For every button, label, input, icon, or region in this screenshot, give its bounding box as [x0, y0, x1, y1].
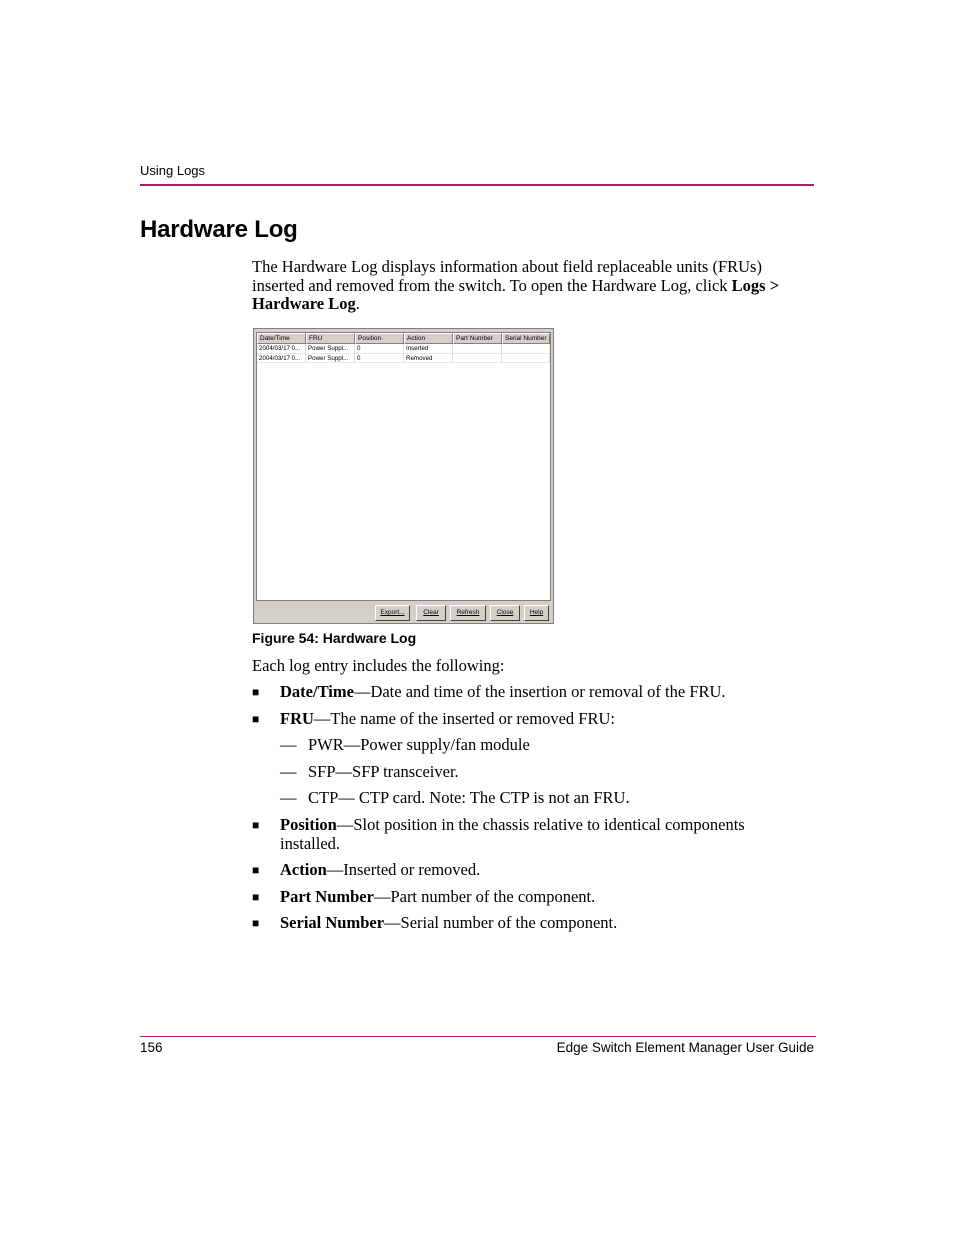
item-term: Action	[280, 860, 327, 879]
column-header-serial-number[interactable]: Serial Number	[502, 333, 550, 344]
cell-fru: Power Suppl...	[306, 354, 355, 364]
item-description: —Inserted or removed.	[326, 860, 481, 879]
dash-marker: —	[280, 762, 297, 781]
table-header-row	[257, 333, 550, 344]
entries-lead: Each log entry includes the following:	[252, 656, 505, 675]
bullet-icon: ■	[252, 863, 260, 877]
item-term: Serial Number	[280, 913, 385, 932]
bullet-icon: ■	[252, 890, 260, 904]
close-button[interactable]: Close	[490, 605, 520, 621]
column-header-part-number[interactable]: Part Number	[453, 333, 502, 344]
cell-serial-number	[502, 354, 550, 364]
cell-action: Removed	[404, 354, 453, 364]
cell-part-number	[453, 344, 502, 354]
bullet-icon: ■	[252, 916, 260, 930]
item-term: Date/Time	[280, 682, 354, 701]
item-description: —Serial number of the component.	[384, 913, 618, 932]
page-number: 156	[140, 1040, 163, 1055]
cell-part-number	[453, 354, 502, 364]
clear-button[interactable]: Clear	[416, 605, 446, 621]
sub-item-text: CTP— CTP card. Note: The CTP is not an FRU.	[308, 788, 630, 807]
column-header-fru[interactable]: FRU	[306, 333, 355, 344]
cell-fru: Power Suppl...	[306, 344, 355, 354]
running-header: Using Logs	[140, 163, 206, 178]
guide-title: Edge Switch Element Manager User Guide	[556, 1040, 814, 1055]
cell-position: 0	[355, 344, 404, 354]
refresh-button[interactable]: Refresh	[450, 605, 486, 621]
header-rule	[140, 184, 814, 186]
dash-marker: —	[280, 788, 297, 807]
item-term: Part Number	[280, 887, 374, 906]
section-title: Hardware Log	[140, 216, 298, 243]
sub-item-text: PWR—Power supply/fan module	[308, 735, 530, 754]
intro-end: .	[355, 294, 360, 313]
table-row[interactable]	[257, 354, 550, 364]
figure-caption: Figure 54: Hardware Log	[252, 630, 417, 646]
intro-paragraph	[252, 258, 812, 314]
cell-date-time: 2004/03/17 0...	[257, 344, 306, 354]
intro-text: The Hardware Log displays information about field replaceable units (FRUs) inserted and removed from the switch. To open the Hardware Log, click	[252, 257, 762, 295]
hardware-log-window	[253, 328, 554, 624]
item-description: —Part number of the component.	[373, 887, 596, 906]
dash-marker: —	[280, 735, 297, 754]
bullet-icon: ■	[252, 685, 260, 699]
button-bar	[254, 603, 553, 623]
item-description: —Slot position in the chassis relative to identical components installed.	[280, 815, 745, 853]
help-button[interactable]: Help	[524, 605, 549, 621]
column-header-position[interactable]: Position	[355, 333, 404, 344]
item-term: FRU	[280, 709, 314, 728]
item-description: —The name of the inserted or removed FRU:	[313, 709, 615, 728]
table-row[interactable]	[257, 344, 550, 354]
column-header-date-time[interactable]: Date/Time	[257, 333, 306, 344]
cell-position: 0	[355, 354, 404, 364]
bullet-icon: ■	[252, 818, 260, 832]
export-button[interactable]: Export...	[375, 605, 410, 621]
sub-item-text: SFP—SFP transceiver.	[308, 762, 459, 781]
footer-rule	[140, 1036, 816, 1037]
menu-path: Logs > Hardware Log	[252, 275, 780, 313]
cell-serial-number	[502, 344, 550, 354]
item-term: Position	[280, 815, 337, 834]
cell-date-time: 2004/03/17 0...	[257, 354, 306, 364]
item-description: —Date and time of the insertion or removal of the FRU.	[353, 682, 726, 701]
column-header-action[interactable]: Action	[404, 333, 453, 344]
hardware-log-table[interactable]	[256, 332, 551, 601]
bullet-icon: ■	[252, 712, 260, 726]
cell-action: Inserted	[404, 344, 453, 354]
